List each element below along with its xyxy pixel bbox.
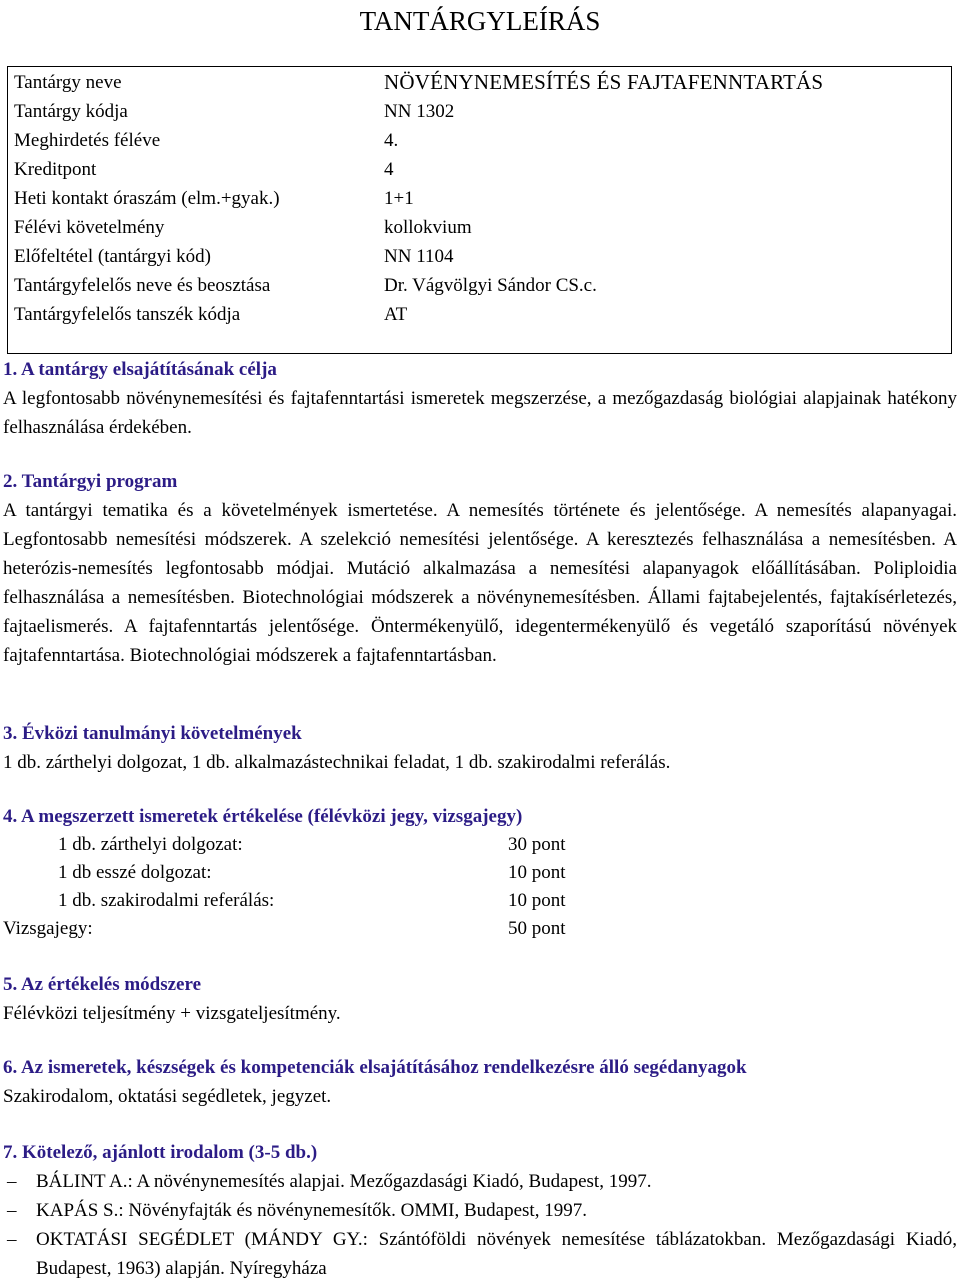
assessment-points: 50 pont bbox=[508, 918, 566, 939]
dash-bullet-icon: – bbox=[7, 1200, 17, 1221]
info-row bbox=[14, 126, 823, 155]
info-row bbox=[14, 300, 823, 329]
assessment-table bbox=[3, 831, 566, 943]
assessment-row bbox=[3, 831, 566, 859]
course-info-table bbox=[7, 66, 952, 354]
literature-text: OKTATÁSI SEGÉDLET (MÁNDY GY.: Szántóföldi növények nemesítése táblázatokban. Mezőgazdasági Kiadó, Budapest, 1963) alapján. Nyíregyháza bbox=[36, 1229, 957, 1279]
section-method-title: 5. Az értékelés módszere bbox=[3, 974, 202, 995]
assessment-label: 1 db. szakirodalmi referálás: bbox=[58, 890, 275, 911]
literature-text: KAPÁS S.: Növényfajták és növénynemesítők. OMMI, Budapest, 1997. bbox=[36, 1200, 587, 1221]
section-goal-title: 1. A tantárgy elsajátításának célja bbox=[3, 359, 277, 380]
section-method-text: Félévközi teljesítmény + vizsgateljesítmény. bbox=[3, 1003, 341, 1024]
literature-item bbox=[3, 1196, 957, 1225]
section-requirements bbox=[3, 719, 957, 777]
document-page bbox=[3, 0, 957, 1279]
info-value: 4. bbox=[384, 130, 399, 151]
assessment-row bbox=[3, 859, 566, 887]
assessment-row bbox=[3, 887, 566, 915]
info-row bbox=[14, 68, 823, 97]
info-label: Tantárgy neve bbox=[14, 72, 122, 93]
info-row bbox=[14, 271, 823, 300]
assessment-points: 30 pont bbox=[508, 834, 566, 855]
info-value: 1+1 bbox=[384, 188, 414, 209]
info-row bbox=[14, 213, 823, 242]
section-requirements-title: 3. Évközi tanulmányi követelmények bbox=[3, 723, 302, 744]
info-value: NN 1302 bbox=[384, 101, 455, 122]
literature-list bbox=[3, 1167, 957, 1283]
section-materials-text: Szakirodalom, oktatási segédletek, jegyzet. bbox=[3, 1086, 332, 1107]
dash-bullet-icon: – bbox=[7, 1171, 17, 1192]
section-program bbox=[3, 467, 957, 670]
info-row bbox=[14, 97, 823, 126]
assessment-label: Vizsgajegy: bbox=[3, 918, 93, 939]
info-label: Kreditpont bbox=[14, 159, 97, 180]
info-row bbox=[14, 155, 823, 184]
info-row bbox=[14, 242, 823, 271]
info-value: Dr. Vágvölgyi Sándor CS.c. bbox=[384, 275, 597, 296]
info-label: Tantárgy kódja bbox=[14, 101, 128, 122]
literature-item bbox=[3, 1167, 957, 1196]
section-requirements-text: 1 db. zárthelyi dolgozat, 1 db. alkalmazástechnikai feladat, 1 db. szakirodalmi referálás. bbox=[3, 752, 671, 773]
section-assessment bbox=[3, 802, 957, 943]
info-value: NÖVÉNYNEMESÍTÉS ÉS FAJTAFENNTARTÁS bbox=[384, 70, 824, 94]
info-label: Tantárgyfelelős neve és beosztása bbox=[14, 275, 271, 296]
assessment-row bbox=[3, 915, 566, 943]
assessment-points: 10 pont bbox=[508, 890, 566, 911]
info-value: NN 1104 bbox=[384, 246, 454, 267]
assessment-label: 1 db esszé dolgozat: bbox=[58, 862, 212, 883]
assessment-points: 10 pont bbox=[508, 862, 566, 883]
section-materials bbox=[3, 1053, 957, 1111]
section-materials-title: 6. Az ismeretek, készségek és kompetenciák elsajátításához rendelkezésre álló segédanyagok bbox=[3, 1057, 747, 1078]
section-goal bbox=[3, 355, 957, 442]
info-label: Heti kontakt óraszám (elm.+gyak.) bbox=[14, 188, 280, 209]
assessment-label: 1 db. zárthelyi dolgozat: bbox=[58, 834, 243, 855]
section-goal-text: A legfontosabb növénynemesítési és fajtafenntartási ismeretek megszerzése, a mezőgazdaság biológiai alapjainak hatékony felhasználása érdekében. bbox=[3, 388, 957, 438]
info-label: Félévi követelmény bbox=[14, 217, 165, 238]
info-label: Meghirdetés féléve bbox=[14, 130, 161, 151]
section-assessment-title: 4. A megszerzett ismeretek értékelése (félévközi jegy, vizsgajegy) bbox=[3, 806, 523, 827]
section-method bbox=[3, 970, 957, 1028]
section-program-text: A tantárgyi tematika és a követelmények ismertetése. A nemesítés története és jelentősége. A nemesítés alapanyagai. Legfontosabb nemesítési módszerek. A szelekció nemesítési jelentősége. A keresztezés felhasználása a nemesítésben. A heterózis-nemesítés legfontosabb módjai. Mutáció alkalmazása a nemesítési alapanyagok előállításában. Poliploidia felhasználása a nemesítésben. Biotechnológiai módszerek a növénynemesítésben. Állami fajtabejelentés, fajtakísérletezés, fajtaelismerés. A fajtafenntartás jelentősége. Öntermékenyülő, idegentermékenyülő és vegetáló szaporítású növények fajtafenntartása. Biotechnológiai módszerek a fajtafenntartásban. bbox=[3, 500, 957, 666]
dash-bullet-icon: – bbox=[7, 1229, 17, 1250]
info-value: AT bbox=[384, 304, 408, 325]
info-label: Előfeltétel (tantárgyi kód) bbox=[14, 246, 211, 267]
section-literature-title: 7. Kötelező, ajánlott irodalom (3-5 db.) bbox=[3, 1142, 318, 1163]
document-title: TANTÁRGYLEÍRÁS bbox=[359, 6, 601, 36]
info-value: kollokvium bbox=[384, 217, 472, 238]
info-label: Tantárgyfelelős tanszék kódja bbox=[14, 304, 241, 325]
literature-text: BÁLINT A.: A növénynemesítés alapjai. Mezőgazdasági Kiadó, Budapest, 1997. bbox=[36, 1171, 652, 1192]
section-literature bbox=[3, 1138, 957, 1283]
literature-item bbox=[3, 1225, 957, 1283]
info-value: 4 bbox=[384, 159, 394, 180]
section-program-title: 2. Tantárgyi program bbox=[3, 471, 178, 492]
info-row bbox=[14, 184, 823, 213]
